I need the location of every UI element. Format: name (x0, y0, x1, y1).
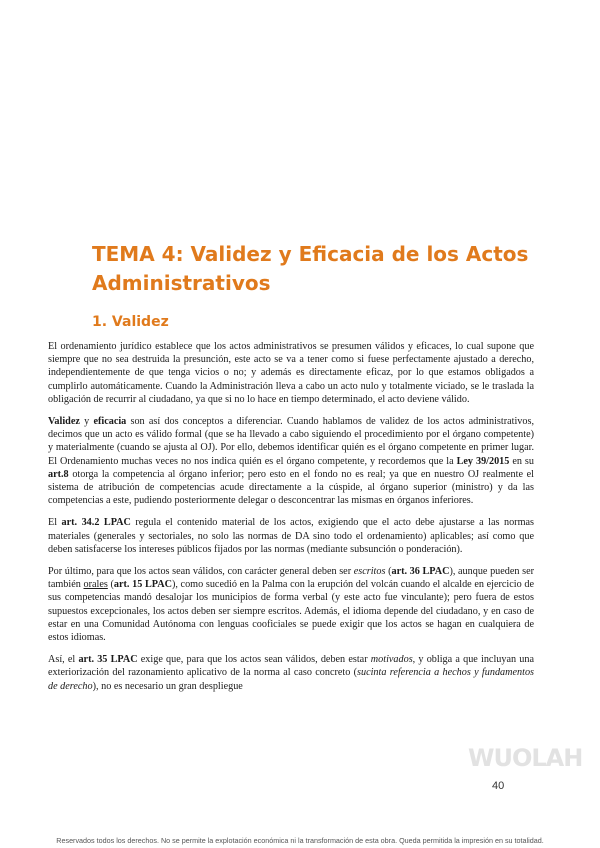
term-motivados: motivados (370, 654, 413, 666)
paragraph-motivacion (48, 653, 534, 693)
wuolah-watermark-logo: WUOLAH (468, 744, 583, 772)
article-reference: art. 36 LPAC (391, 566, 450, 578)
quote-sucinta-referencia: sucinta referencia a hechos y fundamentos de derecho (48, 667, 534, 692)
text-run: Por último, para que los actos sean válidos, con carácter general deben ser (48, 566, 354, 578)
paragraph-forma (48, 565, 534, 644)
term-escritos: escritos (353, 566, 386, 578)
text-run: regula el contenido material de los actos, exigiendo que el acto debe ajustarse a las normas materiales (generales y sectoriales, no solo las normas de DA sino todo el ordenamiento) aplicables; así como que deben satisfacerse los intereses públicos fijados por las normas (mediante subsunción o ponderación). (48, 517, 534, 555)
term-validez: Validez (48, 416, 80, 428)
article-reference: art. 15 LPAC (113, 579, 172, 591)
text-run: ), aunque pueden ser también (48, 566, 534, 591)
text-run: , y obliga a que incluyan una exteriorización del razonamiento aplicativo de la norma al caso concreto ( (48, 654, 534, 679)
text-run: ( (107, 579, 114, 591)
section-title: 1. Validez (92, 314, 169, 330)
copyright-footer: Reservados todos los derechos. No se permite la explotación económica ni la transformación de esta obra. Queda permitida la impresión en su totalidad. (56, 836, 544, 845)
term-eficacia: eficacia (93, 416, 127, 428)
law-reference: Ley 39/2015 (456, 455, 510, 467)
text-run: otorga la competencia al órgano inferior; pero esto en el fondo no es real; ya que en nuestro OJ realmente el sistema de atribución de competencias acude directamente a la cúspide, al órgano superior (ministro) y da las competencias a este, pudiendo posteriormente delegar o desconcentrar las mismas en órganos inferiores. (48, 468, 534, 507)
chapter-title: TEMA 4: Validez y Eficacia de los Actos Administrativos (92, 242, 529, 295)
article-reference: art. 34.2 LPAC (61, 517, 131, 529)
text-run: El ordenamiento jurídico establece que los actos administrativos se presumen válidos y eficaces, lo cual supone que siempre que no sea destruida la presunción, este acto se va a tener como si fuese perfectamente ajustado a derecho, independientemente de que tenga vicios o no; y además es directamente eficaz, por lo que estamos obligados a cumplirlo automáticamente. Cuando la Administración lleva a cabo un acto nulo y totalmente viciado, se le traslada la obligación de recurrir al ciudadano, ya que si no lo hace en tiempo determinado, el acto deviene válido. (48, 341, 534, 405)
text-run: exige que, para que los actos sean válidos, deben estar (137, 654, 371, 666)
text-run: ), no es necesario un gran despliegue (92, 680, 243, 692)
paragraph-contenido-material (48, 516, 534, 556)
text-run: Así, el (48, 654, 79, 666)
body-text (48, 340, 534, 702)
text-run: ( (385, 566, 392, 578)
paragraph-presuncion (48, 340, 534, 406)
page-number: 40 (492, 780, 505, 792)
text-run: ), como sucedió en la Palma con la erupción del volcán cuando el alcalde en ejercicio de sus competencias mandó desalojar los municipios de forma verbal (y este acto fue vinculante); pero fuera de estos supuestos excepcionales, los actos deben ser siempre escritos. Además, el idioma depende del ciudadano, y en caso de estar en una Comunidad Autónoma con lenguas cooficiales se puede exigir que los actos se hagan en cualquiera de estos idiomas. (48, 579, 534, 644)
term-orales: orales (83, 579, 108, 591)
text-run: y (79, 416, 94, 428)
article-reference: art.8 (48, 468, 69, 480)
text-run: El (48, 517, 62, 529)
paragraph-validez-eficacia (48, 415, 534, 507)
text-run: son así dos conceptos a diferenciar. Cuando hablamos de validez de los actos administrativos, decimos que un acto es válido formal (que se ha llevado a cabo siguiendo el procedimiento por el órgano competente) y materialmente (cuando se ajusta al OJ). Por ello, debemos identificar quién es el órgano competente en primer lugar. El Ordenamiento muchas veces no nos indica quién es el órgano competente, y recordemos que la (48, 416, 535, 467)
text-run: en su (509, 455, 534, 467)
article-reference: art. 35 LPAC (78, 654, 138, 666)
